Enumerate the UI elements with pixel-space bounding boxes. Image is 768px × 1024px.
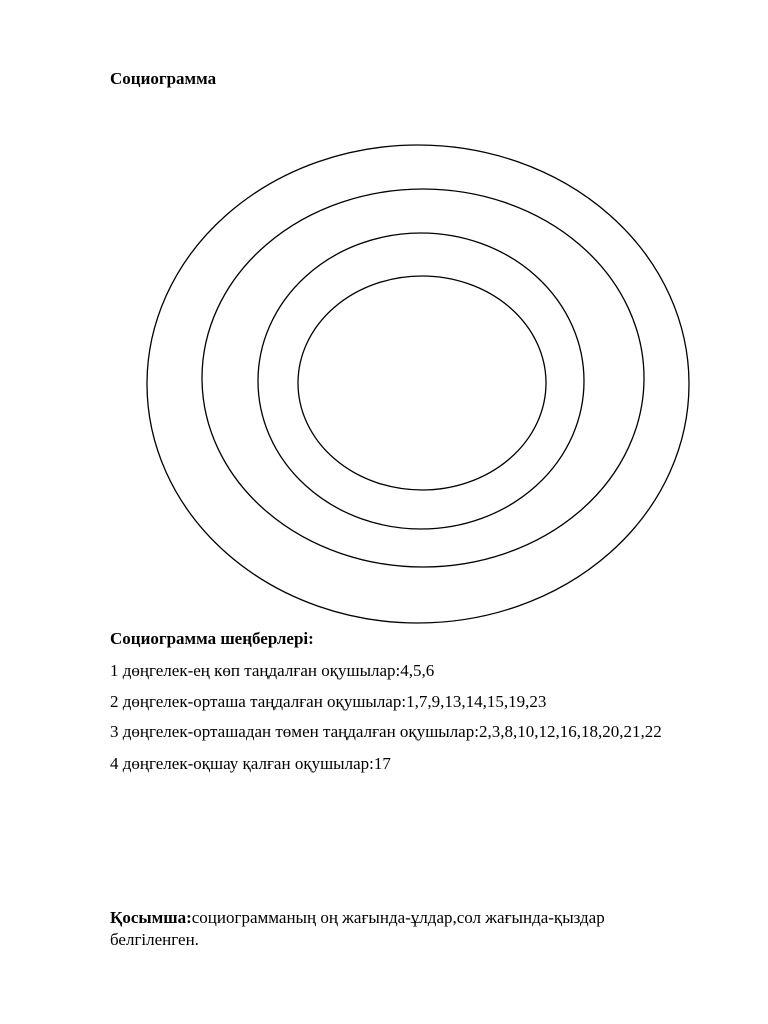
page-title: Социограмма [110,69,217,88]
circle-2-description: 2 дөңгелек-орташа таңдалған оқушылар:1,7,9,13,14,15,19,23 [110,692,547,711]
appendix-label: Қосымша: [110,908,192,927]
sociogram-circle-4 [147,145,689,623]
sociogram-circle-2 [258,233,584,529]
sociogram-circle-3 [202,189,644,567]
appendix-note [110,907,670,951]
legend-heading: Социограмма шеңберлері: [110,629,314,648]
circle-1-description: 1 дөңгелек-ең көп таңдалған оқушылар:4,5,6 [110,661,435,680]
circle-4-description: 4 дөңгелек-оқшау қалған оқушылар:17 [110,754,391,773]
appendix-text: социограмманың оң жағында-ұлдар,сол жағында-қыздар белгіленген. [110,908,605,949]
sociogram-circle-1 [298,276,546,490]
circle-3-description: 3 дөңгелек-орташадан төмен таңдалған оқушылар:2,3,8,10,12,16,18,20,21,22 [110,722,662,741]
